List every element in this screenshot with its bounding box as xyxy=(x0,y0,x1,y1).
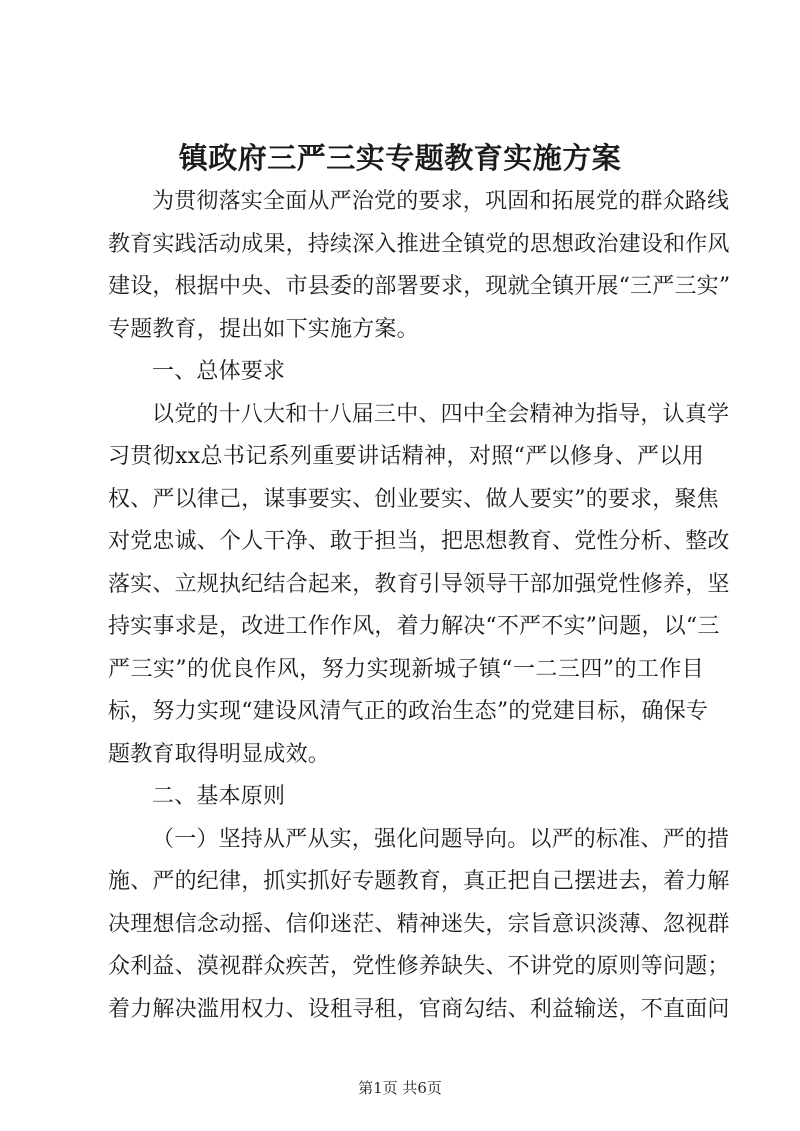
paragraph-line: 对党忠诚、个人干净、敢于担当，把思想教育、党性分析、整改 xyxy=(108,529,730,554)
paragraph-line: 习贯彻xx总书记系列重要讲话精神，对照“严以修身、严以用 xyxy=(108,444,704,469)
paragraph-line: 众利益、漠视群众疾苦，党性修养缺失、不讲党的原则等问题； xyxy=(108,954,730,979)
section-heading: 二、基本原则 xyxy=(152,784,286,809)
paragraph-line: 持实事求是，改进工作作风，着力解决“不严不实”问题，以“三 xyxy=(108,614,720,639)
section-heading: 一、总体要求 xyxy=(152,359,286,384)
paragraph-line: 着力解决滥用权力、设租寻租，官商勾结、利益输送，不直面问 xyxy=(108,996,730,1022)
document-body xyxy=(108,181,731,1031)
paragraph-line: 为贯彻落实全面从严治党的要求，巩固和拓展党的群众路线 xyxy=(152,189,730,214)
paragraph-line: 权、严以律己，谋事要实、创业要实、做人要实”的要求，聚焦 xyxy=(108,486,719,512)
paragraph-line: 标，努力实现“建设风清气正的政治生态”的党建目标，确保专 xyxy=(108,699,709,724)
paragraph-line: 以党的十八大和十八届三中、四中全会精神为指导，认真学 xyxy=(152,401,730,427)
page-number-footer: 第1页 共6页 xyxy=(358,1079,442,1097)
document-title: 镇政府三严三实专题教育实施方案 xyxy=(178,141,622,175)
paragraph-line: 建设，根据中央、市县委的部署要求，现就全镇开展“三严三实” xyxy=(108,274,731,299)
paragraph-line: 施、严的纪律，抓实抓好专题教育，真正把自己摆进去，着力解 xyxy=(108,869,730,894)
paragraph-line: （一）坚持从严从实，强化问题导向。以严的标准、严的措 xyxy=(152,826,730,852)
paragraph-line: 严三实”的优良作风，努力实现新城子镇“一二三四”的工作目 xyxy=(108,656,704,682)
paragraph-line: 题教育取得明显成效。 xyxy=(108,741,331,767)
paragraph-line: 教育实践活动成果，持续深入推进全镇党的思想政治建设和作风 xyxy=(108,231,730,257)
paragraph-line: 专题教育，提出如下实施方案。 xyxy=(108,316,419,342)
paragraph-line: 决理想信念动摇、信仰迷茫、精神迷失，宗旨意识淡薄、忽视群 xyxy=(108,911,730,937)
paragraph-line: 落实、立规执纪结合起来，教育引导领导干部加强党性修养，坚 xyxy=(108,571,730,597)
